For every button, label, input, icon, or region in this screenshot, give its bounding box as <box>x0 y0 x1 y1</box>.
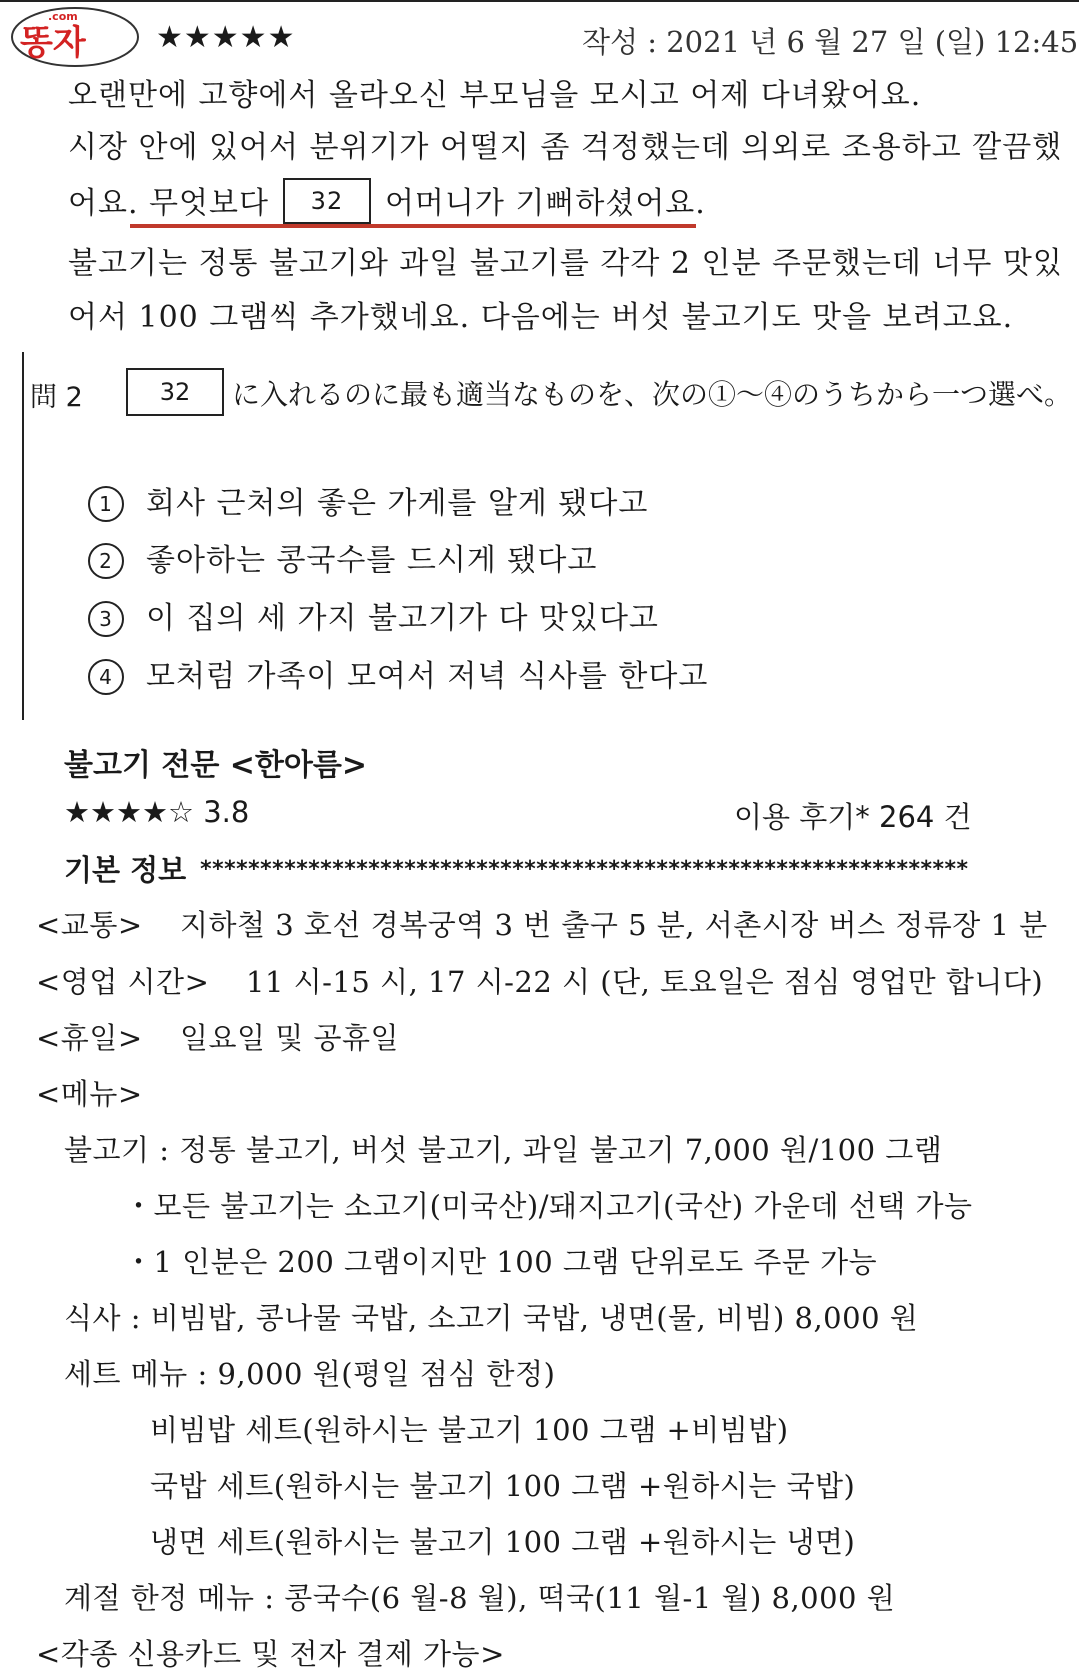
review-line: 오랜만에 고향에서 올라오신 부모님을 모시고 어제 다녀왔어요. <box>68 78 922 113</box>
menu-set: 세트 메뉴 : 9,000 원(평일 점심 한정) <box>64 1357 556 1391</box>
site-logo <box>8 4 142 70</box>
basic-info-heading <box>64 848 968 889</box>
transport-label: <교통> <box>36 908 143 942</box>
option-text: 모처럼 가족이 모여서 저녁 식사를 한다고 <box>146 659 709 694</box>
review-line: 불고기는 정통 불고기와 과일 불고기를 각각 2 인분 주문했는데 너무 맛있 <box>68 246 1063 281</box>
transport-value: 지하철 3 호선 경복궁역 3 번 출구 5 분, 서촌시장 버스 정류장 1 분 <box>180 908 1048 942</box>
answer-option[interactable] <box>88 651 708 697</box>
holiday-row <box>36 1016 399 1057</box>
payment-note: <각종 신용카드 및 전자 결제 가능> <box>36 1637 505 1671</box>
option-text: 회사 근처의 좋은 가게를 알게 됐다고 <box>146 486 649 521</box>
option-number: 1 <box>88 486 124 522</box>
restaurant-rating: ★★★★☆ 3.8 <box>64 795 250 829</box>
question-blank-box: 32 <box>126 368 224 416</box>
hours-row <box>36 960 1043 1001</box>
question-instruction: に入れるのに最も適当なものを、次の①～④のうちから一つ選べ。 <box>232 378 1073 411</box>
set-item: 비빔밥 세트(원하시는 불고기 100 그램 +비빔밥) <box>150 1413 789 1447</box>
review-text: 어머니가 기뻐하셨어요. <box>384 186 706 221</box>
hours-label: <영업 시간> <box>36 965 210 999</box>
answer-option[interactable] <box>88 535 597 581</box>
menu-bulgogi: 불고기 : 정통 불고기, 버섯 불고기, 과일 불고기 7,000 원/100 그램 <box>64 1133 943 1167</box>
review-line: 시장 안에 있어서 분위기가 어떨지 좀 걱정했는데 의외로 조용하고 깔끔했 <box>68 130 1063 165</box>
hours-value: 11 시-15 시, 17 시-22 시 (단, 토요일은 점심 영업만 합니다) <box>246 965 1044 999</box>
basic-info-divider: **************************************************************** <box>200 857 969 882</box>
set-item: 냉면 세트(원하시는 불고기 100 그램 +원하시는 냉면) <box>150 1525 856 1559</box>
review-text: 어요. 무엇보다 <box>68 186 269 221</box>
option-number: 3 <box>88 601 124 637</box>
review-star-rating: ★★★★★ <box>156 20 296 55</box>
basic-info-label: 기본 정보 <box>64 853 187 887</box>
menu-note: ・1 인분은 200 그램이지만 100 그램 단위로도 주문 가능 <box>124 1245 878 1279</box>
option-text: 좋아하는 콩국수를 드시게 됐다고 <box>146 543 598 578</box>
svg-text:.com: .com <box>48 10 78 23</box>
blank-box: 32 <box>283 178 371 224</box>
option-number: 4 <box>88 659 124 695</box>
svg-text:똥자: 똥자 <box>20 23 86 63</box>
menu-label: <메뉴> <box>36 1077 143 1111</box>
seasonal-menu: 계절 한정 메뉴 : 콩국수(6 월-8 월), 떡국(11 월-1 월) 8,000 원 <box>64 1581 896 1615</box>
holiday-value: 일요일 및 공휴일 <box>180 1021 400 1055</box>
review-count: 이용 후기* 264 건 <box>734 800 972 834</box>
option-number: 2 <box>88 543 124 579</box>
review-line: 어서 100 그램씩 추가했네요. 다음에는 버섯 불고기도 맛을 보려고요. <box>68 300 1014 335</box>
answer-option[interactable] <box>88 593 659 639</box>
menu-meal: 식사 : 비빔밥, 콩나물 국밥, 소고기 국밥, 냉면(물, 비빔) 8,000 원 <box>64 1301 919 1335</box>
question-left-rule <box>22 352 24 720</box>
menu-note: ・모든 불고기는 소고기(미국산)/돼지고기(국산) 가운데 선택 가능 <box>124 1189 973 1223</box>
holiday-label: <휴일> <box>36 1021 143 1055</box>
top-rule <box>0 0 1079 2</box>
answer-option[interactable] <box>88 478 648 524</box>
review-timestamp: 작성 : 2021 년 6 월 27 일 (일) 12:45 <box>582 25 1079 59</box>
question-number: 問 2 <box>30 382 83 413</box>
review-line <box>68 178 706 228</box>
red-underline <box>130 224 696 228</box>
set-item: 국밥 세트(원하시는 불고기 100 그램 +원하시는 국밥) <box>150 1469 856 1503</box>
restaurant-name: 불고기 전문 <한아름> <box>64 748 368 783</box>
transport-row <box>36 903 1048 944</box>
option-text: 이 집의 세 가지 불고기가 다 맛있다고 <box>146 601 659 636</box>
